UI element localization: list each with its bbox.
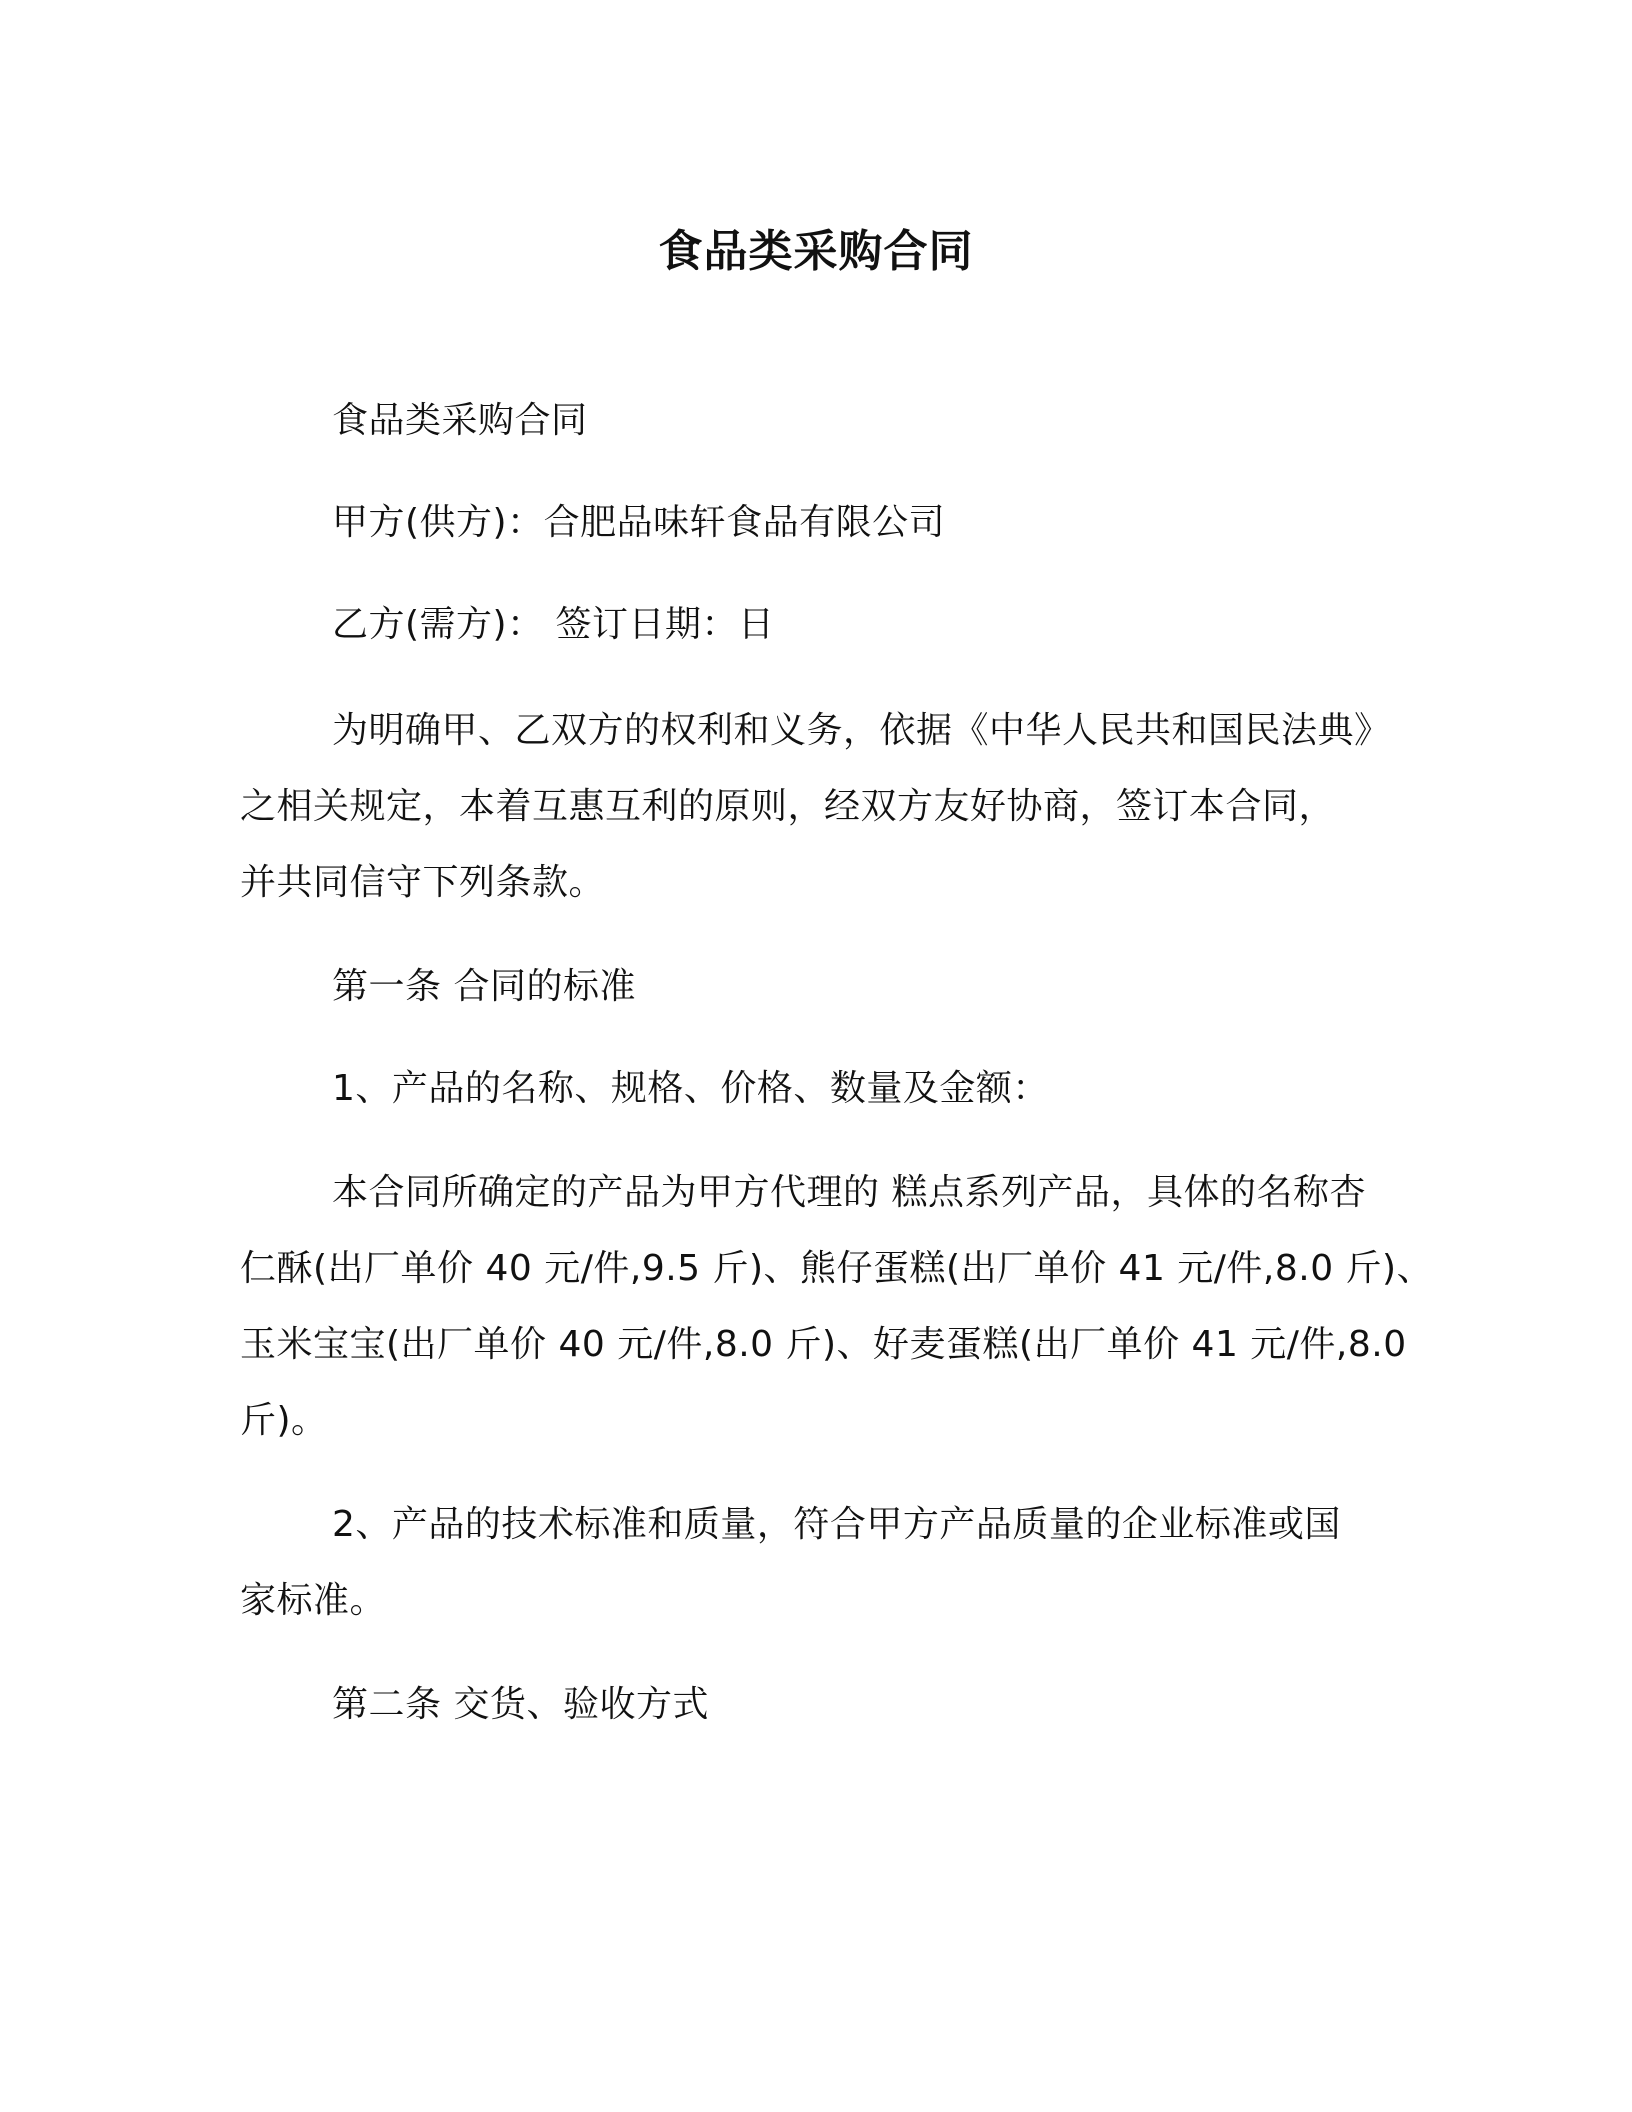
- preamble-line-3: 并共同信守下列条款。: [240, 862, 606, 903]
- party-b-line: 乙方(需方)： 签订日期：日: [332, 604, 775, 645]
- article-1-item-1-line-2: 仁酥(出厂单价 40 元/件,9.5 斤)、熊仔蛋糕(出厂单价 41 元/件,8.0 斤)、: [240, 1248, 1434, 1289]
- article-1-item-2-line-1: 2、产品的技术标准和质量，符合甲方产品质量的企业标准或国: [332, 1504, 1341, 1545]
- article-1-item-1-line-3: 玉米宝宝(出厂单价 40 元/件,8.0 斤)、好麦蛋糕(出厂单价 41 元/件,8.0: [240, 1324, 1407, 1365]
- article-1-item-1-line-4: 斤)。: [240, 1400, 328, 1441]
- article-1-item-2-line-2: 家标准。: [240, 1580, 387, 1621]
- article-1-item-1-line-1: 本合同所确定的产品为甲方代理的 糕点系列产品，具体的名称杏: [332, 1172, 1366, 1213]
- preamble-line-1: 为明确甲、乙双方的权利和义务，依据《中华人民共和国民法典》: [332, 710, 1391, 751]
- article-1-item-1-heading: 1、产品的名称、规格、价格、数量及金额：: [332, 1068, 1049, 1109]
- article-1-heading: 第一条 合同的标准: [332, 966, 636, 1007]
- subtitle: 食品类采购合同: [332, 400, 588, 441]
- document-title: 食品类采购合同: [658, 226, 974, 277]
- preamble-line-2: 之相关规定，本着互惠互利的原则，经双方友好协商，签订本合同，: [240, 786, 1336, 827]
- party-a-line: 甲方(供方)：合肥品味轩食品有限公司: [332, 502, 946, 543]
- article-2-heading: 第二条 交货、验收方式: [332, 1684, 709, 1725]
